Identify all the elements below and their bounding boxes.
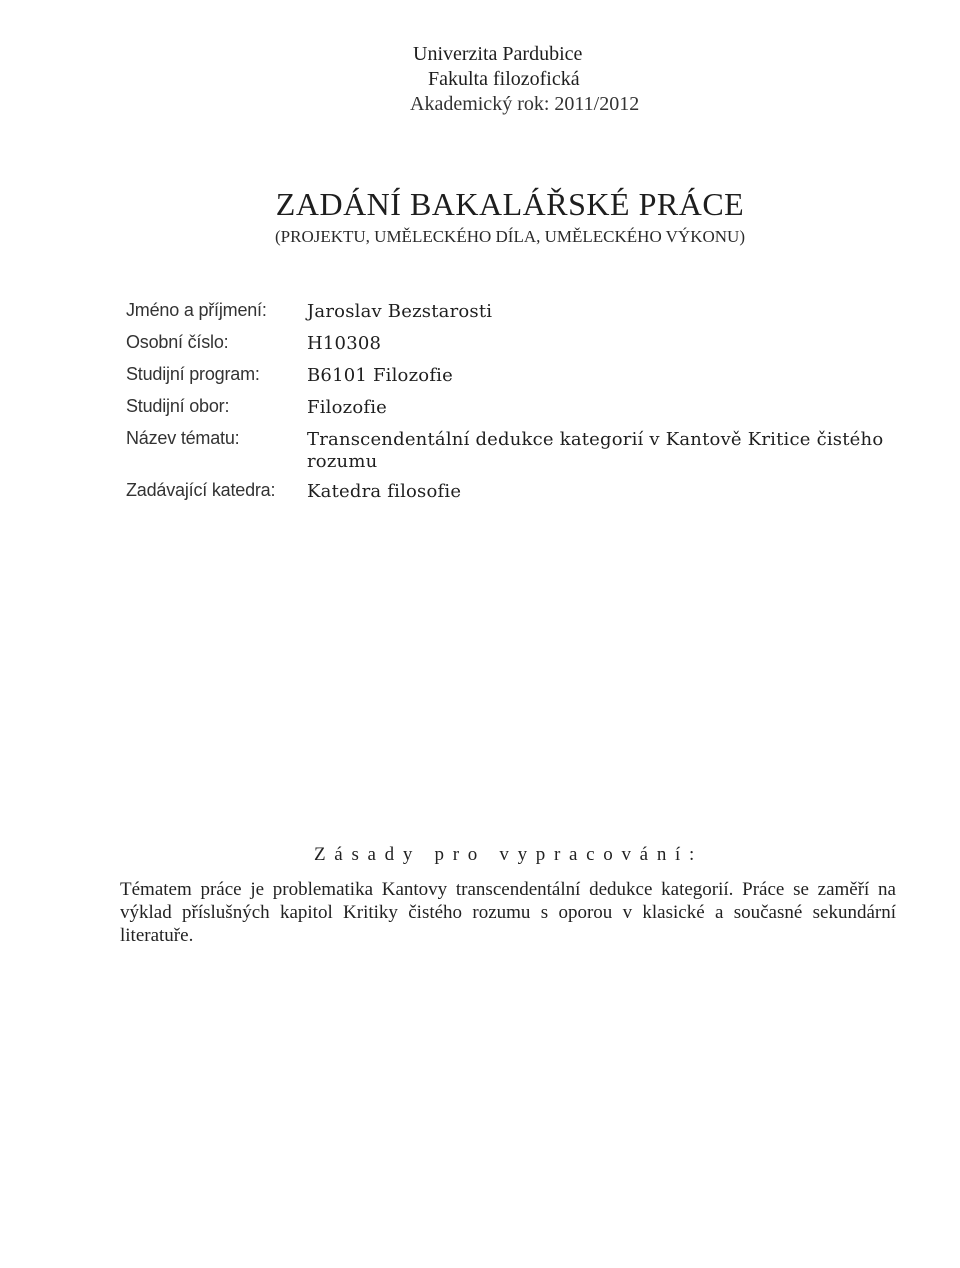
field-row-personal-number xyxy=(120,329,920,357)
field-label: Studijní program: xyxy=(126,364,260,384)
field-value-department: Katedra filosofie xyxy=(307,481,462,502)
faculty-name: Fakulta filozofická xyxy=(428,68,580,90)
field-row-name xyxy=(120,297,920,325)
field-value-topic: Transcendentální dedukce kategorií v Kantově Kritice čistého rozumu xyxy=(307,429,884,472)
field-row-study-field xyxy=(120,393,920,421)
field-row-department xyxy=(120,477,920,505)
university-name: Univerzita Pardubice xyxy=(413,43,583,65)
student-info-fields xyxy=(120,297,920,509)
rules-heading: Zásady pro vypracování: xyxy=(314,844,703,865)
title-block xyxy=(0,184,960,248)
field-label: Název tématu: xyxy=(126,428,240,448)
document-header xyxy=(410,42,730,117)
field-row-topic xyxy=(120,425,920,473)
rules-text: Tématem práce je problematika Kantovy transcendentální dedukce kategorií. Práce se zaměří na výklad příslušných kapitol Kritiky čistého rozumu s oporou v klasické a současné sekundární literatuře. xyxy=(120,879,896,946)
field-label: Studijní obor: xyxy=(126,396,230,416)
field-row-study-program xyxy=(120,361,920,389)
field-label: Osobní číslo: xyxy=(126,332,229,352)
document-subtitle: (PROJEKTU, UMĚLECKÉHO DÍLA, UMĚLECKÉHO VÝKONU) xyxy=(275,227,745,246)
field-value-study-program: B6101 Filozofie xyxy=(307,365,453,386)
field-label: Jméno a příjmení: xyxy=(126,300,267,320)
document-title: ZADÁNÍ BAKALÁŘSKÉ PRÁCE xyxy=(275,186,745,222)
field-value-personal-number: H10308 xyxy=(307,333,382,354)
academic-year: Akademický rok: 2011/2012 xyxy=(410,93,640,115)
field-value-name: Jaroslav Bezstarosti xyxy=(307,301,493,322)
field-label: Zadávající katedra: xyxy=(126,480,276,500)
field-value-study-field: Filozofie xyxy=(307,397,388,418)
